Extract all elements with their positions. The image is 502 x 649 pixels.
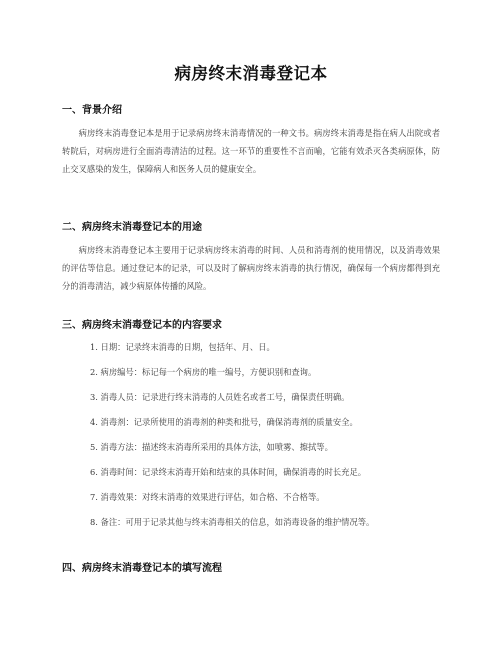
- list-item: 4. 消毒剂：记录所使用的消毒剂的种类和批号，确保消毒剂的质量安全。: [90, 417, 358, 427]
- page-title: 病房终末消毒登记本: [174, 64, 328, 83]
- section-heading-process: 四、病房终末消毒登记本的填写流程: [62, 563, 222, 574]
- list-item: 1. 日期：记录终末消毒的日期，包括年、月、日。: [90, 342, 275, 352]
- list-item: 6. 消毒时间：记录终末消毒开始和结束的具体时间，确保消毒的时长充足。: [90, 467, 367, 477]
- list-item: 8. 备注：可用于记录其他与终末消毒相关的信息，如消毒设备的维护情况等。: [90, 517, 375, 527]
- section-paragraph-purpose: 病房终末消毒登记本主要用于记录病房终末消毒的时间、人员和消毒剂的使用情况，以及消毒效果的评估等信息。通过登记本的记录，可以及时了解病房终末消毒的执行情况，确保每一个病房都得到充分的消毒清洁，减少病原体传播的风险。: [62, 245, 440, 291]
- list-item: 5. 消毒方法：描述终末消毒所采用的具体方法，如喷雾、擦拭等。: [90, 442, 333, 452]
- section-heading-requirements: 三、病房终末消毒登记本的内容要求: [62, 320, 222, 331]
- list-item: 3. 消毒人员：记录进行终末消毒的人员姓名或者工号，确保责任明确。: [90, 392, 350, 402]
- list-item: 7. 消毒效果：对终末消毒的效果进行评估，如合格、不合格等。: [90, 492, 325, 502]
- section-paragraph-background: 病房终末消毒登记本是用于记录病房终末消毒情况的一种文书。病房终末消毒是指在病人出院或者转院后，对病房进行全面消毒清洁的过程。这一环节的重要性不言而喻，它能有效杀灭各类病原体，防止交叉感染的发生，保障病人和医务人员的健康安全。: [62, 128, 440, 174]
- list-item: 2. 病房编号：标记每一个病房的唯一编号，方便识别和查询。: [90, 367, 317, 377]
- section-heading-background: 一、背景介绍: [62, 105, 122, 116]
- section-heading-purpose: 二、病房终末消毒登记本的用途: [62, 222, 202, 233]
